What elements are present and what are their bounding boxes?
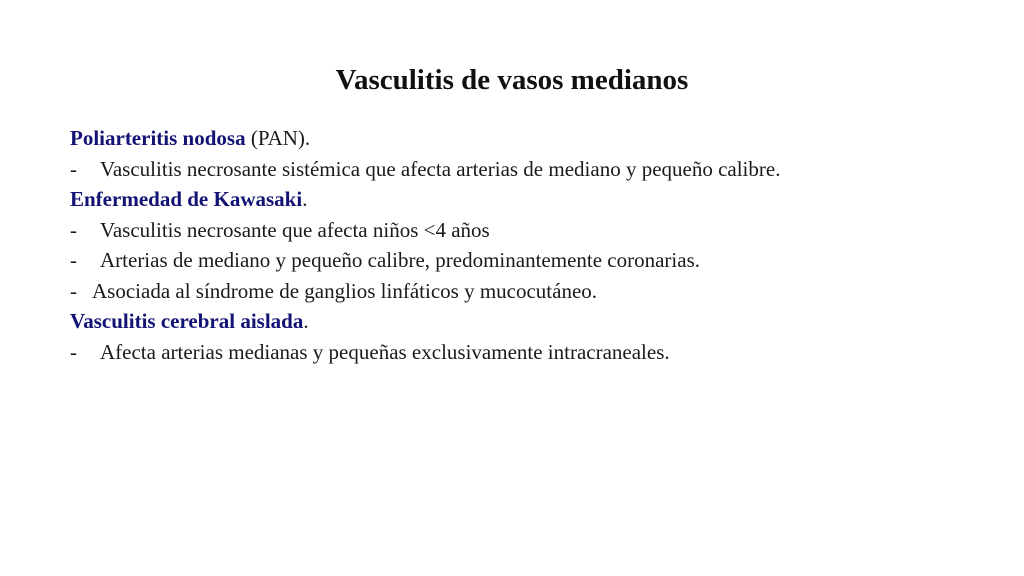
bullet-marker: - (70, 217, 77, 242)
heading-term: Poliarteritis nodosa (70, 126, 246, 150)
section-heading-cerebral (70, 306, 1010, 337)
bullet-marker: - (70, 248, 77, 272)
bullet-marker: - (70, 156, 77, 181)
section-heading-kawasaki (70, 184, 1010, 215)
section-heading-pan (70, 123, 1010, 154)
bullet-item (70, 245, 1010, 276)
slide-title: Vasculitis de vasos medianos (335, 64, 689, 96)
bullet-text: Arterias de mediano y pequeño calibre, predominantemente coronarias. (100, 248, 701, 272)
heading-term: Enfermedad de Kawasaki (70, 187, 303, 211)
bullet-item (70, 276, 1010, 307)
heading-suffix: . (303, 309, 309, 333)
slide-content (70, 123, 1010, 367)
bullet-marker: - (70, 339, 77, 364)
bullet-item (70, 154, 1010, 185)
heading-suffix: (PAN). (245, 126, 311, 150)
bullet-marker: - (70, 278, 77, 303)
heading-term: Vasculitis (70, 309, 161, 333)
heading-suffix: . (302, 187, 308, 211)
bullet-text: Vasculitis necrosante que afecta niños <4 años (100, 217, 490, 242)
bullet-text: Vasculitis necrosante sistémica que afecta arterias de mediano y pequeño calibre. (100, 156, 781, 181)
bullet-item (70, 337, 1010, 368)
bullet-text: Asociada al síndrome de ganglios linfáticos y mucocutáneo. (92, 278, 598, 303)
bullet-item (70, 215, 1010, 246)
bullet-text: Afecta arterias medianas y pequeñas exclusivamente intracraneales. (100, 339, 670, 364)
heading-term-qualifier: cerebral aislada (160, 309, 304, 333)
